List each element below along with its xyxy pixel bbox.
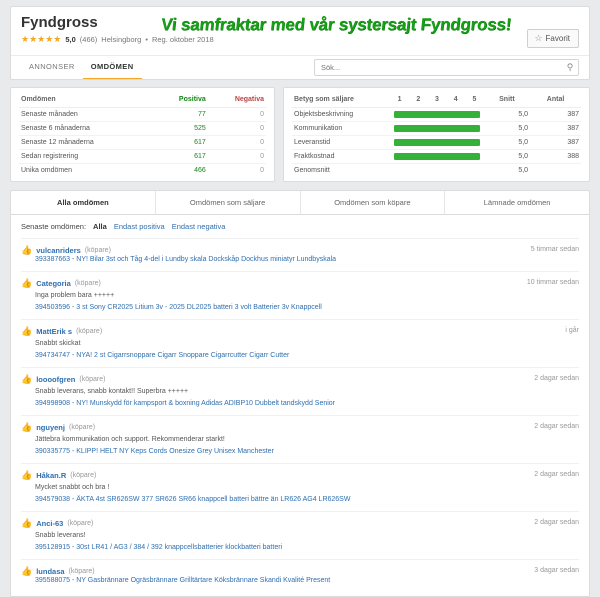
- table-row: [19, 122, 266, 136]
- list-item: [21, 239, 579, 272]
- col-2: 2: [409, 94, 428, 108]
- list-item: [21, 560, 579, 592]
- table-row: [19, 164, 266, 178]
- col-3: 3: [428, 94, 447, 108]
- review-user[interactable]: nguyenj: [36, 423, 65, 432]
- rating-bar: [390, 108, 484, 122]
- col-positiva: Positiva: [154, 94, 208, 108]
- search-box[interactable]: [314, 59, 579, 76]
- thumbs-up-icon: 👍: [21, 245, 33, 255]
- review-subfilter: [21, 215, 579, 239]
- row-average: 5,0: [518, 167, 529, 174]
- table-row: [19, 108, 266, 122]
- row-negative: 0: [208, 136, 266, 150]
- row-count: 387: [530, 136, 581, 150]
- thumbs-up-icon: 👍: [21, 278, 33, 288]
- tab-annonser[interactable]: ANNONSER: [29, 61, 75, 71]
- subfilter-alla[interactable]: Alla: [93, 222, 107, 231]
- thumbs-up-icon: 👍: [21, 374, 33, 384]
- review-time: 10 timmar sedan: [526, 279, 579, 286]
- review-time: i går: [565, 327, 579, 334]
- list-item: [21, 368, 579, 416]
- search-icon[interactable]: ⚲: [566, 62, 574, 72]
- review-header: [21, 375, 579, 384]
- table-row: [292, 108, 581, 122]
- review-item-link[interactable]: 395128915 - 30st LR41 / AG3 / 384 / 392 knappcellsbatterier klockbatteri batteri: [35, 544, 283, 551]
- registration-date: Reg. oktober 2018: [151, 35, 214, 44]
- review-item-link[interactable]: 394998908 - NY! Munskydd för kampsport & boxning Adidas ADIBP10 Dubbelt tandskydd Senior: [35, 400, 336, 407]
- shop-location: Helsingborg: [101, 35, 142, 44]
- thumbs-up-icon: 👍: [21, 470, 33, 480]
- list-item: [21, 416, 579, 464]
- row-label: Genomsnitt: [294, 167, 330, 174]
- table-row: [292, 164, 581, 178]
- review-item-link[interactable]: 394579038 - ÄKTA 4st SR626SW 377 SR626 SR66 knappcell batteri bättre än LR626 AG4 LR626SW: [35, 496, 351, 503]
- review-text: Snabbt skickat: [35, 340, 81, 347]
- row-count: [530, 164, 581, 178]
- row-average: 5,0: [484, 108, 530, 122]
- review-role: (köpare): [84, 247, 111, 254]
- review-role: (köpare): [76, 328, 103, 335]
- row-label: Sedan registrering: [19, 150, 154, 164]
- review-user[interactable]: MattErik s: [36, 327, 73, 336]
- row-label: Kommunikation: [292, 122, 390, 136]
- col-antal: Antal: [530, 94, 581, 108]
- col-snitt: Snitt: [484, 94, 530, 108]
- rating-value: 5,0: [65, 35, 76, 44]
- list-item: [21, 320, 579, 368]
- table-header-row: [292, 94, 581, 108]
- review-item-link[interactable]: 394503596 - 3 st Sony CR2025 Litium 3v - 2025 DL2025 batteri 3 volt Batterier 3v Knappcell: [35, 304, 322, 311]
- col-betyg: Betyg som säljare: [292, 94, 390, 108]
- row-average: 5,0: [484, 122, 530, 136]
- row-positive: 525: [154, 122, 208, 136]
- row-average: 5,0: [484, 150, 530, 164]
- row-positive: 617: [154, 150, 208, 164]
- row-positive: 77: [154, 108, 208, 122]
- row-label: Senaste 6 månaderna: [19, 122, 154, 136]
- thumbs-up-icon: 👍: [21, 518, 33, 528]
- rating-count[interactable]: (466): [79, 35, 98, 44]
- row-count: 387: [530, 108, 581, 122]
- subfilter-endast-positiva[interactable]: Endast positiva: [113, 222, 165, 231]
- favorite-button[interactable]: [527, 29, 579, 48]
- col-negativa: Negativa: [208, 94, 266, 108]
- seller-ratings-table: [292, 94, 581, 177]
- review-user[interactable]: lundasa: [36, 567, 65, 576]
- page-title: Fyndgross: [21, 14, 98, 31]
- row-label: Objektsbeskrivning: [292, 108, 390, 122]
- row-label: Unika omdömen: [21, 167, 72, 174]
- review-role: (köpare): [68, 424, 96, 431]
- table-header-row: [19, 94, 266, 108]
- review-text: Snabb leverans!: [35, 532, 86, 539]
- row-count: 387: [530, 122, 581, 136]
- favorite-label: Favorit: [545, 34, 570, 43]
- star-icon: ☆: [534, 33, 543, 43]
- review-filter-bar: [10, 190, 590, 215]
- table-row: [19, 136, 266, 150]
- thumbs-up-icon: 👍: [21, 326, 33, 336]
- table-row: [292, 136, 581, 150]
- row-count: 388: [530, 150, 581, 164]
- review-role: (köpare): [68, 568, 95, 575]
- review-text: Snabb leverans, snabb kontakt!! Superbra +++++: [35, 388, 189, 395]
- meta-separator: •: [145, 35, 148, 44]
- review-item-link[interactable]: 394734747 - NYA! 2 st Cigarrsnoppare Cigarr Snoppare Cigarrcutter Cigarr Cutter: [35, 352, 290, 359]
- row-average: 5,0: [484, 136, 530, 150]
- review-user[interactable]: Håkan.R: [36, 471, 67, 480]
- review-time: 2 dagar sedan: [534, 375, 579, 382]
- col-4: 4: [446, 94, 465, 108]
- review-time: 5 timmar sedan: [530, 246, 579, 253]
- review-header: [21, 246, 579, 255]
- col-1: 1: [390, 94, 409, 108]
- table-row: [292, 150, 581, 164]
- stars-icon: ★★★★★: [21, 34, 62, 44]
- review-text: Mycket snabbt och bra !: [35, 484, 110, 491]
- reviews-summary-card: [10, 87, 275, 182]
- row-label: Senaste månaden: [19, 108, 154, 122]
- col-5: 5: [465, 94, 484, 108]
- review-time: 2 dagar sedan: [534, 471, 579, 478]
- review-role: (köpare): [67, 520, 94, 527]
- seller-ratings-card: [283, 87, 590, 182]
- review-role: (köpare): [74, 280, 101, 287]
- rating-bar: [390, 122, 484, 136]
- review-role: (köpare): [79, 376, 106, 383]
- review-user[interactable]: Anci-63: [36, 519, 64, 528]
- table-row: [19, 150, 266, 164]
- list-item: [21, 512, 579, 560]
- row-positive: 617: [154, 136, 208, 150]
- stats-row: [10, 87, 590, 182]
- rating-bar: [390, 150, 484, 164]
- shop-header-top: [11, 7, 589, 55]
- review-item-link[interactable]: 390335775 - KLIPP! HELT NY Keps Cords Onesize Grey Unisex Manchester: [35, 448, 274, 455]
- row-negative: 0: [208, 108, 266, 122]
- review-header: [21, 519, 579, 528]
- row-negative: 0: [208, 150, 266, 164]
- promo-banner: Vi samfraktar med vår systersajt Fyndgross!: [160, 15, 513, 34]
- rating-bar-empty: [390, 164, 484, 178]
- tab-omdomen[interactable]: OMDÖMEN: [83, 56, 142, 80]
- filter-alla-omdomen[interactable]: Alla omdömen: [11, 191, 156, 214]
- review-text: Inga problem bara +++++: [35, 292, 115, 299]
- review-header: [21, 423, 579, 432]
- list-item: [21, 464, 579, 512]
- list-item: [21, 272, 579, 320]
- review-role: (köpare): [70, 472, 97, 479]
- col-omdomen: Omdömen: [19, 94, 154, 108]
- reviews-list: [10, 215, 590, 597]
- review-time: 3 dagar sedan: [534, 567, 579, 574]
- rating-row: [21, 35, 214, 44]
- row-positive: 466: [194, 167, 206, 174]
- review-header: [21, 471, 579, 480]
- reviews-summary-table: [19, 94, 266, 177]
- thumbs-up-icon: 👍: [21, 566, 33, 576]
- row-label: Senaste 12 månaderna: [19, 136, 154, 150]
- review-header: [21, 567, 579, 576]
- tabbar: [11, 55, 589, 79]
- filter-omdomen-som-kopare[interactable]: Omdömen som köpare: [301, 191, 446, 214]
- review-user[interactable]: loooofgren: [36, 375, 76, 384]
- shop-header-card: [10, 6, 590, 80]
- table-row: [292, 122, 581, 136]
- review-user[interactable]: Categoria: [36, 279, 71, 288]
- review-item-link[interactable]: 395588075 - NY Gasbrännare Ogräsbrännare Grilltärtare Köksbrännare Skandi Kvalité Present: [35, 577, 331, 584]
- review-item-link[interactable]: 393387663 - NY! Bilar 3st och Tåg 4-del i Lundby skala Dockskåp Dockhus miniatyr Lundbyskala: [35, 256, 337, 263]
- review-text: Jättebra kommunikation och support. Rekommenderar starkt!: [35, 436, 225, 443]
- filter-lamnade-omdomen[interactable]: Lämnade omdömen: [483, 198, 551, 207]
- review-time: 2 dagar sedan: [534, 519, 579, 526]
- review-header: [21, 279, 579, 288]
- subfilter-label: Senaste omdömen:: [21, 222, 87, 231]
- filter-omdomen-som-saljare[interactable]: Omdömen som säljare: [156, 191, 301, 214]
- review-header: [21, 327, 579, 336]
- row-negative: 0: [260, 167, 264, 174]
- review-user[interactable]: vulcanriders: [36, 246, 81, 255]
- rating-bar: [390, 136, 484, 150]
- subfilter-endast-negativa[interactable]: Endast negativa: [171, 222, 226, 231]
- review-time: 2 dagar sedan: [534, 423, 579, 430]
- search-input[interactable]: [315, 63, 562, 72]
- thumbs-up-icon: 👍: [21, 422, 33, 432]
- row-label: Leveranstid: [292, 136, 390, 150]
- row-label: Fraktkostnad: [292, 150, 390, 164]
- row-negative: 0: [208, 122, 266, 136]
